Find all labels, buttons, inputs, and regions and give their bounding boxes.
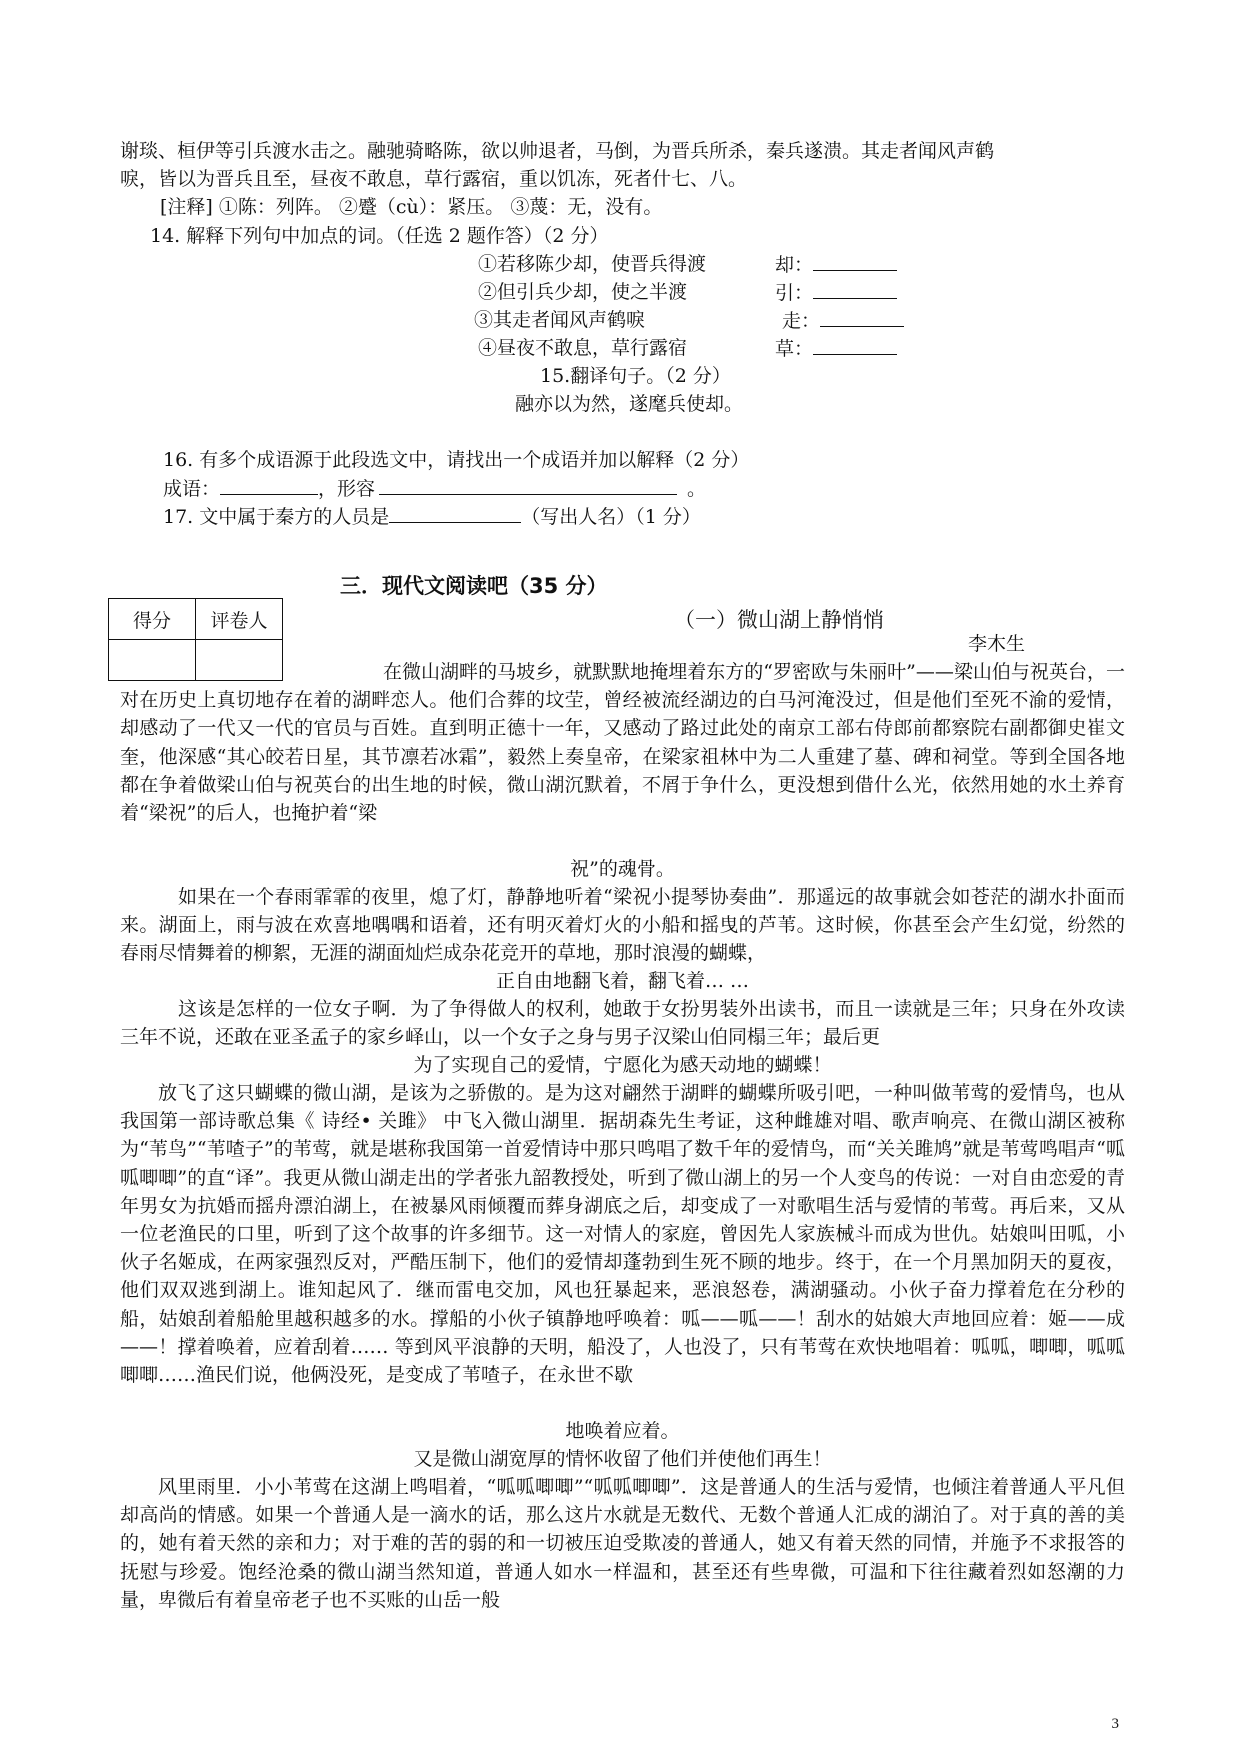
q14-word: 草： [775, 338, 814, 360]
article-author: 李木生 [968, 633, 1026, 655]
q14-answer-2[interactable] [775, 278, 897, 307]
passage-line-1: 谢琰、桓伊等引兵渡水击之。融驰骑略陈，欲以帅退者，马倒，为晋兵所杀，秦兵遂溃。其走者闻风声鹤 [120, 140, 995, 162]
q17-suffix: （写出人名）（1 分） [521, 506, 701, 528]
passage-notes: [注释] ①陈：列阵。 ②蹙（cù）：紧压。 ③蔑：无，没有。 [160, 196, 663, 218]
q14-word: 引： [775, 282, 814, 304]
article-paragraph-4-end: 地唤着应着。 [565, 1420, 680, 1442]
answer-blank[interactable] [820, 306, 904, 327]
q17-prompt: 17. 文中属于秦方的人员是 [163, 506, 390, 528]
article-paragraph-2: 如果在一个春雨霏霏的夜里，熄了灯，静静地听着“梁祝小提琴协奏曲”．那遥远的故事就会如苍茫的湖水扑面而来。湖面上，雨与波在欢喜地喁喁和语着，还有明灭着灯火的小船和摇曳的芦苇。这时候，你甚至会产生幻觉，纷然的春雨尽情舞着的柳絮，无涯的湖面灿烂成杂花竞开的草地，那时浪漫的蝴蝶， [120, 886, 1125, 965]
page-number: 3 [1111, 1716, 1119, 1732]
q15-sentence: 融亦以为然，遂麾兵使却。 [515, 393, 744, 415]
answer-blank[interactable] [813, 334, 897, 355]
q15-prompt: 15.翻译句子。（2 分） [540, 365, 731, 387]
q14-sentence: ①若移陈少却，使晋兵得渡 [478, 253, 707, 275]
article-paragraph-3: 这该是怎样的一位女子啊．为了争得做人的权利，她敢于女扮男装外出读书，而且一读就是三年；只身在外攻读三年不说，还敢在亚圣孟子的家乡峄山，以一个女子之身与男子汉梁山伯同榻三年；最后更 [120, 998, 1125, 1049]
passage-line-2: 唳，皆以为晋兵且至，昼夜不敢息，草行露宿，重以饥冻，死者什七、八。 [120, 168, 748, 190]
grader-header: 评卷人 [196, 599, 283, 640]
q16-prompt: 16. 有多个成语源于此段选文中，请找出一个成语并加以解释（2 分） [163, 449, 750, 471]
q14-answer-3[interactable] [782, 306, 904, 335]
article-paragraph-1: 在微山湖畔的马坡乡，就默默地掩埋着东方的“罗密欧与朱丽叶”——梁山伯与祝英台，一对在历史上真切地存在着的湖畔恋人。他们合葬的坟茔，曾经被流经湖边的白马河淹没过，但是他们至死不渝的爱情，却感动了一代又一代的官员与百姓。直到明正德十一年，又感动了路过此处的南京工部右侍郎前都察院右副都御史崔文奎，他深感“其心皎若日星，其节凛若冰霜”，毅然上奏皇帝，在梁家祖林中为二人重建了墓、碑和祠堂。等到全国各地都在争着做梁山伯与祝英台的出生地的时候，微山湖沉默着，不屑于争什么，更没想到借什么光，依然用她的水土养育着“梁祝”的后人，也掩护着“梁 [120, 661, 1125, 825]
answer-blank[interactable] [813, 278, 897, 299]
q14-sentence: ②但引兵少却，使之半渡 [478, 281, 688, 303]
idiom-blank[interactable] [220, 474, 318, 495]
article-paragraph-6: 风里雨里．小小苇莺在这湖上鸣唱着，“呱呱唧唧”“呱呱唧唧”．这是普通人的生活与爱情，也倾注着普通人平凡但却高尚的情感。如果一个普通人是一滴水的话，那么这片水就是无数代、无数个普通人汇成的湖泊了。对于真的善的美的，她有着天然的亲和力；对于难的苦的弱的和一切被压迫受欺凌的普通人，她又有着天然的同情，并施予不求报答的抚慰与珍爱。饱经沧桑的微山湖当然知道，普通人如水一样温和，甚至还有些卑微，可温和下往往藏着烈如怒潮的力量，卑微后有着皇帝老子也不买账的山岳一般 [120, 1476, 1125, 1611]
q17-blank[interactable] [389, 502, 521, 523]
q14-word: 却： [775, 254, 814, 276]
q14-sentence: ③其走者闻风声鹤唳 [474, 309, 646, 331]
q16-describe-label: ，形容 [318, 478, 376, 500]
article-title: （一）微山湖上静悄悄 [674, 608, 884, 632]
q14-item-3 [474, 306, 645, 334]
article-paragraph-2-end: 正自由地翻飞着，翻飞着… … [495, 970, 750, 992]
q14-sentence: ④昼夜不敢息，草行露宿 [478, 337, 688, 359]
q14-word: 走： [782, 310, 821, 332]
article-paragraph-3-end: 为了实现自己的爱情，宁愿化为感天动地的蝴蝶！ [413, 1054, 832, 1076]
q16-answer-line[interactable] [163, 474, 706, 503]
q14-prompt: 14. 解释下列句中加点的词。（任选 2 题作答）（2 分） [150, 225, 609, 247]
q14-item-4 [478, 334, 687, 362]
q17-line[interactable] [163, 502, 701, 531]
score-header: 得分 [109, 599, 196, 640]
q14-item-2 [478, 278, 687, 306]
describe-blank[interactable] [379, 474, 677, 495]
q16-idiom-label: 成语： [163, 478, 221, 500]
article-paragraph-1-end: 祝”的魂骨。 [570, 858, 675, 880]
q14-answer-4[interactable] [775, 334, 897, 363]
q14-answer-1[interactable] [775, 250, 897, 279]
answer-blank[interactable] [813, 250, 897, 271]
q16-end: 。 [687, 478, 707, 500]
article-paragraph-4: 放飞了这只蝴蝶的微山湖，是该为之骄傲的。是为这对翩然于湖畔的蝴蝶所吸引吧，一种叫做苇莺的爱情鸟，也从我国第一部诗歌总集《 诗经• 关雎》 中飞入微山湖里．据胡森先生考证，这种雌雄对唱、歌声响亮、在微山湖区被称为“苇鸟”“苇喳子”的苇莺，就是堪称我国第一首爱情诗中那只鸣唱了数千年的爱情鸟，而“关关雎鸠”就是苇莺鸣唱声“呱呱唧唧”的直“译”。我更从微山湖走出的学者张九韶教授处，听到了微山湖上的另一个人变鸟的传说：一对自由恋爱的青年男女为抗婚而摇舟漂泊湖上，在被暴风雨倾覆而葬身湖底之后，却变成了一对歌唱生活与爱情的苇莺。再后来，又从一位老渔民的口里，听到了这个故事的许多细节。这一对情人的家庭，曾因先人家族械斗而成为世仇。姑娘叫田呱，小伙子名姬成，在两家强烈反对，严酷压制下，他们的爱情却蓬勃到生死不顾的地步。终于，在一个月黑加阴天的夏夜，他们双双逃到湖上。谁知起风了．继而雷电交加，风也狂暴起来，恶浪怒卷，满湖骚动。小伙子奋力撑着危在分秒的船，姑娘刮着船舱里越积越多的水。撑船的小伙子镇静地呼唤着：呱——呱——！刮水的姑娘大声地回应着：姬——成——！撑着唤着，应着刮着…… 等到风平浪静的天明，船没了，人也没了，只有苇莺在欢快地唱着：呱呱，唧唧，呱呱唧唧……渔民们说，他俩没死，是变成了苇喳子，在永世不歇 [120, 1082, 1125, 1387]
q14-item-1 [478, 250, 706, 278]
article-paragraph-5: 又是微山湖宽厚的情怀收留了他们并使他们再生！ [413, 1448, 832, 1470]
section-title: 三．现代文阅读吧（35 分） [340, 574, 608, 598]
